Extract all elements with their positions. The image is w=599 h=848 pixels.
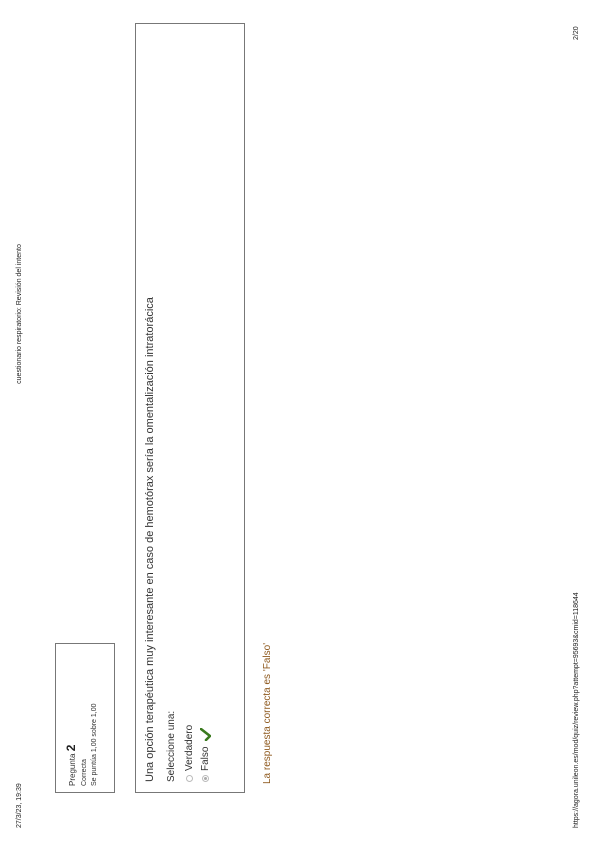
question-label: Pregunta bbox=[68, 753, 77, 786]
option-label-verdadero: Verdadero bbox=[183, 724, 195, 771]
question-number-label bbox=[64, 650, 78, 786]
print-datetime: 27/3/23, 19:39 bbox=[16, 783, 23, 828]
option-label-falso: Falso bbox=[199, 746, 211, 771]
question-content-box bbox=[135, 23, 245, 793]
print-url: https://agora.unileon.es/mod/quiz/review.php?attempt=95693&cmid=118644 bbox=[573, 592, 580, 828]
radio-verdadero[interactable] bbox=[186, 775, 193, 782]
print-title: cuestionario respiratorio: Revisión del intento bbox=[16, 244, 23, 384]
question-grade: Se puntúa 1,00 sobre 1,00 bbox=[91, 703, 98, 786]
correct-answer-feedback: La respuesta correcta es 'Falso' bbox=[262, 642, 273, 784]
question-number: 2 bbox=[64, 744, 78, 752]
answer-option-falso[interactable] bbox=[197, 34, 213, 782]
check-icon bbox=[200, 728, 211, 741]
select-prompt: Seleccione una: bbox=[166, 710, 177, 782]
print-page-number: 2/20 bbox=[573, 26, 580, 40]
radio-falso[interactable] bbox=[202, 775, 209, 782]
question-text: Una opción terapéutica muy interesante en caso de hemotórax sería la omentalización intratorácica bbox=[144, 297, 156, 782]
question-state: Correcta bbox=[81, 759, 88, 786]
answer-option-verdadero[interactable] bbox=[181, 34, 197, 782]
question-info-box bbox=[55, 643, 115, 793]
